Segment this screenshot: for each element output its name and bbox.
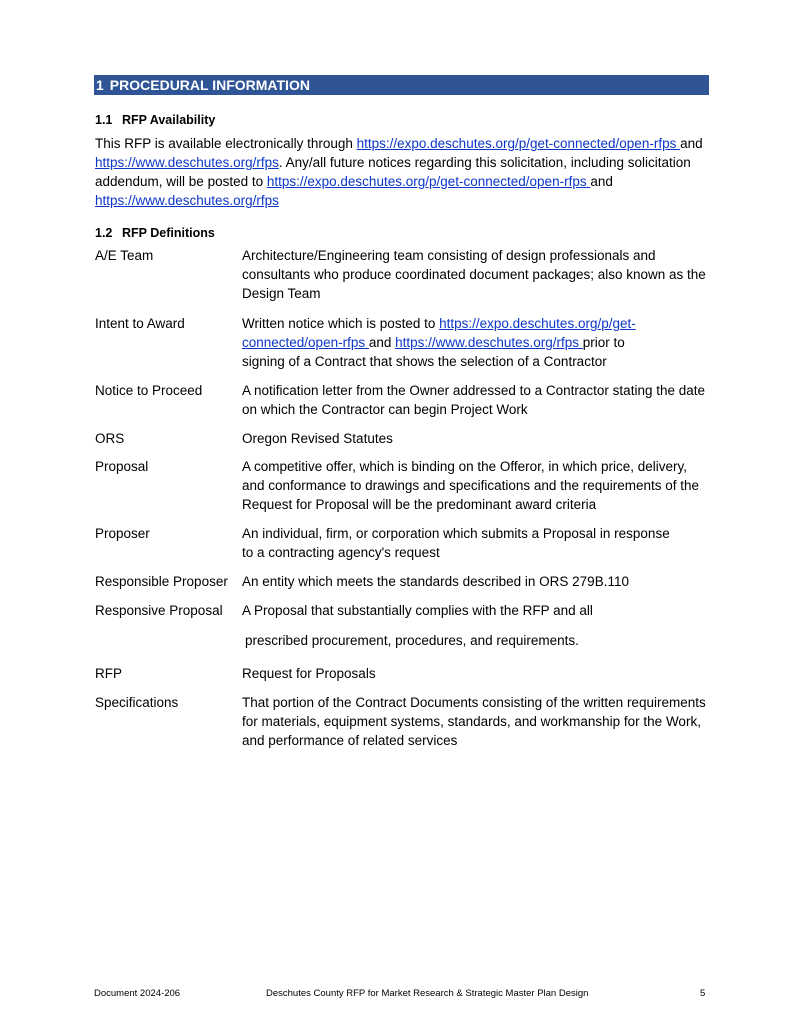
availability-text: This RFP is available electronically through <box>95 136 357 151</box>
definition-term: ORS <box>95 431 125 446</box>
definition-text: Oregon Revised Statutes <box>242 431 393 446</box>
section-title: PROCEDURAL INFORMATION <box>109 77 310 93</box>
definition-text: A Proposal that substantially complies with the RFP and all <box>242 603 593 618</box>
subsection-heading-availability <box>95 113 215 127</box>
open-rfps-link[interactable]: https://expo.deschutes.org/p/get-connected/open-rfps <box>242 316 636 350</box>
definition-text <box>242 314 662 371</box>
definition-text-part: Written notice which is posted to <box>242 316 440 331</box>
availability-paragraph <box>95 134 710 210</box>
footer-document-id: Document 2024-206 <box>94 988 181 999</box>
availability-text: . Any/all future notices regarding this solicitation, including solicitation addendum, will be posted to <box>95 155 691 189</box>
subsection-title: RFP Definitions <box>122 226 215 240</box>
availability-text: and <box>680 136 703 151</box>
section-heading <box>94 75 709 95</box>
subsection-number: 1.2 <box>95 226 113 240</box>
subsection-heading-definitions <box>95 226 215 240</box>
definition-text: Request for Proposals <box>242 666 376 681</box>
definition-text: A competitive offer, which is binding on the Offeror, in which price, delivery, and conformance to drawings and specifications and the requirements of the Request for Proposal will be the predominant award criteria <box>242 459 700 512</box>
availability-text: and <box>590 174 613 189</box>
rfps-link[interactable]: https://www.deschutes.org/rfps <box>95 193 279 208</box>
rfps-link[interactable]: https://www.deschutes.org/rfps <box>95 155 279 170</box>
open-rfps-link[interactable]: https://expo.deschutes.org/p/get-connected/open-rfps <box>356 136 681 151</box>
open-rfps-link[interactable]: https://expo.deschutes.org/p/get-connected/open-rfps <box>266 174 591 189</box>
definition-text: Architecture/Engineering team consisting of design professionals and consultants who produce coordinated document packages; also known as the Design Team <box>242 248 706 301</box>
definition-term: Proposal <box>95 459 149 474</box>
footer-title: Deschutes County RFP for Market Research & Strategic Master Plan Design <box>266 988 589 999</box>
footer-page-number: 5 <box>700 988 706 999</box>
definition-term: A/E Team <box>95 248 154 263</box>
definition-text: A notification letter from the Owner addressed to a Contractor stating the date on which the Contractor can begin Project Work <box>242 383 706 417</box>
definition-text: An entity which meets the standards described in ORS 279B.110 <box>242 574 629 589</box>
definition-text: An individual, firm, or corporation which submits a Proposal in response to a contracting agency's request <box>242 526 670 560</box>
definition-term: Responsible Proposer <box>95 574 228 589</box>
subsection-title: RFP Availability <box>122 113 216 127</box>
definition-text: That portion of the Contract Documents consisting of the written requirements for materials, equipment systems, standards, and workmanship for the Work, and performance of related services <box>242 695 706 748</box>
definition-term: Proposer <box>95 526 150 541</box>
definition-term: Intent to Award <box>95 316 185 331</box>
rfps-link[interactable]: https://www.deschutes.org/rfps <box>395 335 583 350</box>
definition-text-continued: prescribed procurement, procedures, and requirements. <box>245 633 579 648</box>
definition-term: Specifications <box>95 695 179 710</box>
definition-term: Responsive Proposal <box>95 603 223 618</box>
section-number: 1 <box>96 77 104 93</box>
definition-term: RFP <box>95 666 122 681</box>
definition-text-part: and <box>368 335 396 350</box>
subsection-number: 1.1 <box>95 113 113 127</box>
definition-term: Notice to Proceed <box>95 383 203 398</box>
definition-text-part: prior to signing of a Contract that shows the selection of a Contractor <box>242 335 625 369</box>
